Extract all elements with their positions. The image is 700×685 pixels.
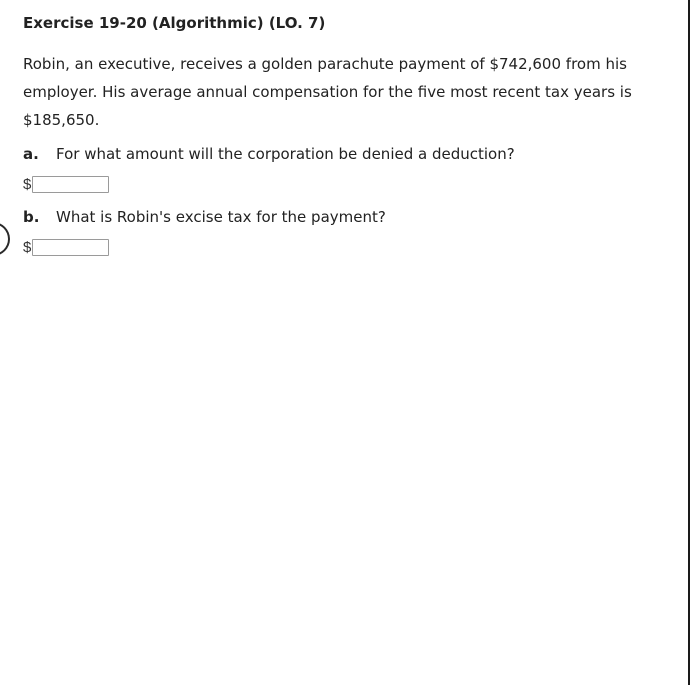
window-right-edge	[688, 0, 700, 685]
exercise-title: Exercise 19-20 (Algorithmic) (LO. 7)	[23, 14, 326, 32]
answer-input-b[interactable]	[32, 239, 109, 256]
question-b	[23, 208, 386, 226]
question-a-text: For what amount will the corporation be denied a deduction?	[56, 145, 515, 163]
answer-input-a[interactable]	[32, 176, 109, 193]
answer-row-b	[23, 237, 109, 257]
answer-row-a	[23, 174, 109, 194]
problem-statement: Robin, an executive, receives a golden parachute payment of $742,600 from his employer. His average annual compensation for the five most recent tax years is $185,650.	[23, 55, 632, 129]
question-b-text: What is Robin's excise tax for the payment?	[56, 208, 386, 226]
currency-symbol-a: $	[23, 175, 32, 193]
edge-scroll-marker	[0, 222, 10, 256]
question-a-letter: a.	[23, 145, 39, 163]
question-a	[23, 145, 515, 163]
question-b-letter: b.	[23, 208, 40, 226]
currency-symbol-b: $	[23, 238, 32, 256]
